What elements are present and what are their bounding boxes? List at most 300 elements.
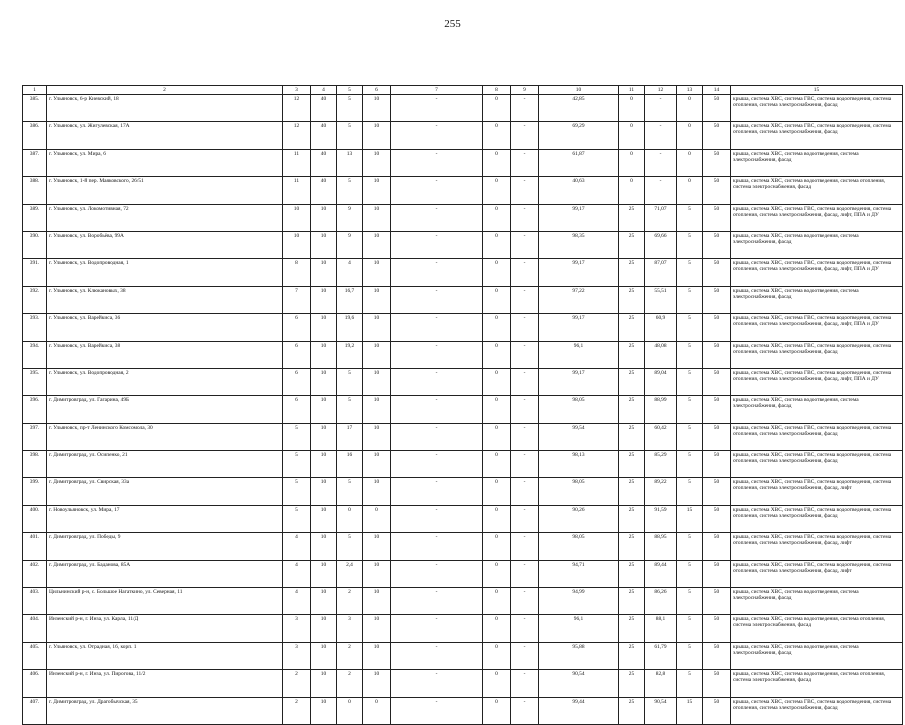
value-cell: 0	[677, 177, 703, 204]
value-cell: 10	[311, 423, 337, 450]
value-cell: 48,08	[645, 341, 677, 368]
value-cell: 50	[703, 368, 731, 395]
value-cell: 0	[483, 423, 511, 450]
address-cell: г. Димитровград, ул. Осипенко, 21	[47, 451, 283, 478]
value-cell: 10	[283, 204, 311, 231]
value-cell: 50	[703, 642, 731, 669]
value-cell: 10	[311, 259, 337, 286]
value-cell: 3	[283, 615, 311, 642]
value-cell: -	[511, 231, 539, 258]
value-cell: -	[391, 615, 483, 642]
table-row	[23, 478, 903, 505]
value-cell: 11	[283, 177, 311, 204]
table-row	[23, 615, 903, 642]
value-cell: 4	[337, 259, 363, 286]
row-number-cell: 405.	[23, 642, 47, 669]
value-cell: 98,05	[539, 396, 619, 423]
value-cell: 16,7	[337, 286, 363, 313]
value-cell: 99,44	[539, 697, 619, 724]
col-header: 3	[283, 86, 311, 95]
row-number-cell: 392.	[23, 286, 47, 313]
value-cell: -	[511, 341, 539, 368]
value-cell: 11	[283, 149, 311, 176]
value-cell: -	[511, 259, 539, 286]
value-cell: 10	[363, 451, 391, 478]
value-cell: -	[391, 314, 483, 341]
value-cell: 12	[283, 95, 311, 122]
row-number-cell: 397.	[23, 423, 47, 450]
value-cell: -	[391, 560, 483, 587]
address-cell: г. Новоульяновск, ул. Мира, 17	[47, 505, 283, 532]
table-row	[23, 505, 903, 532]
value-cell: 60,9	[645, 314, 677, 341]
value-cell: 50	[703, 95, 731, 122]
value-cell: 25	[619, 588, 645, 615]
works-cell: крыша, система ХВС, система водоотведения, система электроснабжения, фасад	[731, 231, 903, 258]
value-cell: 40	[311, 177, 337, 204]
value-cell: 88,95	[645, 533, 677, 560]
value-cell: 0	[483, 341, 511, 368]
value-cell: 0	[337, 505, 363, 532]
value-cell: 10	[363, 259, 391, 286]
value-cell: 25	[619, 615, 645, 642]
value-cell: 0	[483, 615, 511, 642]
value-cell: 10	[311, 560, 337, 587]
value-cell: 71,07	[645, 204, 677, 231]
value-cell: -	[391, 95, 483, 122]
value-cell: 4	[283, 560, 311, 587]
value-cell: 5	[677, 341, 703, 368]
table-row	[23, 259, 903, 286]
value-cell: 90,54	[645, 697, 677, 724]
value-cell: 5	[283, 451, 311, 478]
value-cell: 0	[619, 95, 645, 122]
address-cell: г. Ульяновск, 1-й пер. Маяковского, 26/51	[47, 177, 283, 204]
value-cell: 5	[677, 533, 703, 560]
value-cell: 2,4	[337, 560, 363, 587]
value-cell: 3	[283, 642, 311, 669]
value-cell: 25	[619, 396, 645, 423]
works-cell: крыша, система ХВС, система ГВС, система водоотведения, система отопления, система электроснабжения, фасад, лифт, ППА и ДУ	[731, 259, 903, 286]
value-cell: -	[511, 423, 539, 450]
page-number: 255	[444, 18, 461, 30]
address-cell: г. Ульяновск, ул. Варейкиса, 36	[47, 314, 283, 341]
value-cell: 10	[363, 533, 391, 560]
value-cell: 4	[283, 533, 311, 560]
works-cell: крыша, система ХВС, система ГВС, система водоотведения, система отопления, система электроснабжения, фасад	[731, 122, 903, 149]
table-row	[23, 341, 903, 368]
value-cell: 0	[483, 95, 511, 122]
value-cell: 5	[677, 642, 703, 669]
value-cell: 25	[619, 642, 645, 669]
value-cell: 0	[483, 177, 511, 204]
value-cell: 10	[363, 642, 391, 669]
address-cell: г. Ульяновск, ул. Мира, 6	[47, 149, 283, 176]
address-cell: г. Ульяновск, ул. Воробьёва, 99А	[47, 231, 283, 258]
value-cell: 99,17	[539, 204, 619, 231]
value-cell: 40	[311, 122, 337, 149]
value-cell: 99,54	[539, 423, 619, 450]
value-cell: 6	[283, 341, 311, 368]
value-cell: 0	[677, 122, 703, 149]
value-cell: 50	[703, 423, 731, 450]
value-cell: 50	[703, 396, 731, 423]
value-cell: -	[391, 505, 483, 532]
value-cell: 10	[311, 231, 337, 258]
value-cell: 0	[483, 396, 511, 423]
value-cell: 10	[363, 204, 391, 231]
row-number-cell: 404.	[23, 615, 47, 642]
value-cell: 50	[703, 122, 731, 149]
table-row	[23, 314, 903, 341]
table-row	[23, 286, 903, 313]
value-cell: 9	[337, 231, 363, 258]
col-header: 11	[619, 86, 645, 95]
table-row	[23, 423, 903, 450]
value-cell: 96,1	[539, 615, 619, 642]
table-row	[23, 122, 903, 149]
value-cell: 25	[619, 533, 645, 560]
value-cell: -	[391, 286, 483, 313]
value-cell: 0	[483, 670, 511, 697]
value-cell: 0	[619, 149, 645, 176]
value-cell: 10	[311, 396, 337, 423]
value-cell: 5	[337, 122, 363, 149]
value-cell: 82,8	[645, 670, 677, 697]
value-cell: 10	[363, 396, 391, 423]
works-cell: крыша, система ХВС, система водоотведения, система электроснабжения, фасад	[731, 588, 903, 615]
value-cell: 5	[283, 423, 311, 450]
value-cell: 88,1	[645, 615, 677, 642]
value-cell: 10	[363, 122, 391, 149]
value-cell: 5	[337, 396, 363, 423]
value-cell: 10	[363, 149, 391, 176]
value-cell: 9	[337, 204, 363, 231]
value-cell: 10	[311, 341, 337, 368]
value-cell: 50	[703, 588, 731, 615]
col-header: 12	[645, 86, 677, 95]
value-cell: 5	[677, 368, 703, 395]
value-cell: 0	[483, 259, 511, 286]
value-cell: 5	[677, 615, 703, 642]
value-cell: 25	[619, 451, 645, 478]
value-cell: -	[391, 588, 483, 615]
value-cell: -	[391, 204, 483, 231]
works-cell: крыша, система ХВС, система водоотведения, система электроснабжения, фасад	[731, 396, 903, 423]
value-cell: 19,6	[337, 314, 363, 341]
address-cell: г. Ульяновск, ул. Варейкиса, 38	[47, 341, 283, 368]
value-cell: 10	[283, 231, 311, 258]
works-cell: крыша, система ХВС, система ГВС, система водоотведения, система отопления, система электроснабжения, фасад	[731, 341, 903, 368]
value-cell: 50	[703, 451, 731, 478]
value-cell: 0	[483, 368, 511, 395]
col-header: 9	[511, 86, 539, 95]
value-cell: 94,71	[539, 560, 619, 587]
value-cell: 50	[703, 505, 731, 532]
value-cell: 50	[703, 341, 731, 368]
value-cell: -	[511, 560, 539, 587]
value-cell: -	[391, 341, 483, 368]
value-cell: 89,44	[645, 560, 677, 587]
value-cell: 89,22	[645, 478, 677, 505]
works-cell: крыша, система ХВС, система водоотведения, система электроснабжения, фасад	[731, 642, 903, 669]
value-cell: -	[391, 149, 483, 176]
value-cell: 5	[677, 478, 703, 505]
value-cell: 3	[337, 615, 363, 642]
value-cell: 99,17	[539, 368, 619, 395]
value-cell: 17	[337, 423, 363, 450]
value-cell: -	[511, 588, 539, 615]
address-cell: г. Ульяновск, 6-р Киевский, 18	[47, 95, 283, 122]
value-cell: 5	[677, 314, 703, 341]
works-cell: крыша, система ХВС, система водоотведения, система отопления, система электроснабжения, фасад	[731, 615, 903, 642]
address-cell: г. Ульяновск, ул. Локомотивная, 72	[47, 204, 283, 231]
value-cell: 0	[483, 231, 511, 258]
value-cell: 50	[703, 670, 731, 697]
value-cell: 10	[311, 451, 337, 478]
col-header: 6	[363, 86, 391, 95]
value-cell: 0	[363, 505, 391, 532]
value-cell: 40	[311, 95, 337, 122]
value-cell: 69,29	[539, 122, 619, 149]
value-cell: -	[511, 642, 539, 669]
col-header: 15	[731, 86, 903, 95]
value-cell: 99,17	[539, 259, 619, 286]
value-cell: 10	[363, 177, 391, 204]
value-cell: 25	[619, 560, 645, 587]
value-cell: 12	[283, 122, 311, 149]
address-cell: г. Димитровград, ул. Баданова, 85А	[47, 560, 283, 587]
value-cell: 10	[311, 642, 337, 669]
value-cell: 10	[311, 314, 337, 341]
value-cell: 5	[677, 451, 703, 478]
col-header: 7	[391, 86, 483, 95]
value-cell: 10	[363, 368, 391, 395]
value-cell: 10	[311, 533, 337, 560]
address-cell: г. Димитровград, ул. Драгобычская, 35	[47, 697, 283, 724]
value-cell: 5	[677, 396, 703, 423]
value-cell: 89,04	[645, 368, 677, 395]
row-number-cell: 406.	[23, 670, 47, 697]
value-cell: 0	[483, 478, 511, 505]
works-cell: крыша, система ХВС, система ГВС, система водоотведения, система отопления, система электроснабжения, фасад, лифт, ППА и ДУ	[731, 204, 903, 231]
value-cell: 10	[311, 478, 337, 505]
value-cell: 55,51	[645, 286, 677, 313]
value-cell: 0	[483, 149, 511, 176]
row-number-cell: 388.	[23, 177, 47, 204]
value-cell: -	[391, 177, 483, 204]
value-cell: -	[511, 615, 539, 642]
value-cell: -	[391, 670, 483, 697]
value-cell: 61,79	[645, 642, 677, 669]
value-cell: -	[645, 149, 677, 176]
value-cell: -	[391, 259, 483, 286]
table-row	[23, 177, 903, 204]
value-cell: 0	[483, 314, 511, 341]
value-cell: 90,54	[539, 670, 619, 697]
value-cell: 25	[619, 697, 645, 724]
value-cell: 6	[283, 368, 311, 395]
col-header: 4	[311, 86, 337, 95]
value-cell: -	[645, 95, 677, 122]
value-cell: 25	[619, 259, 645, 286]
value-cell: 2	[337, 642, 363, 669]
value-cell: 96,1	[539, 341, 619, 368]
value-cell: 10	[311, 286, 337, 313]
value-cell: -	[391, 122, 483, 149]
value-cell: 98,35	[539, 231, 619, 258]
row-number-cell: 396.	[23, 396, 47, 423]
value-cell: 50	[703, 286, 731, 313]
value-cell: 10	[363, 560, 391, 587]
works-cell: крыша, система ХВС, система ГВС, система водоотведения, система отопления, система электроснабжения, фасад, лифт	[731, 533, 903, 560]
table-row	[23, 451, 903, 478]
address-cell: Инзенский р-н, г. Инза, ул. Пирогова, 11/2	[47, 670, 283, 697]
table-row	[23, 533, 903, 560]
value-cell: 91,59	[645, 505, 677, 532]
address-cell: г. Ульяновск, ул. Отрадная, 16, корп. 1	[47, 642, 283, 669]
value-cell: 97,22	[539, 286, 619, 313]
value-cell: 69,66	[645, 231, 677, 258]
row-number-cell: 390.	[23, 231, 47, 258]
value-cell: -	[511, 396, 539, 423]
table-row	[23, 149, 903, 176]
value-cell: 5	[337, 177, 363, 204]
value-cell: 10	[363, 478, 391, 505]
table-row	[23, 231, 903, 258]
value-cell: 50	[703, 560, 731, 587]
value-cell: -	[511, 368, 539, 395]
value-cell: 50	[703, 478, 731, 505]
value-cell: 4	[283, 588, 311, 615]
value-cell: 25	[619, 231, 645, 258]
value-cell: 40	[311, 149, 337, 176]
value-cell: 10	[311, 588, 337, 615]
works-cell: крыша, система ХВС, система ГВС, система водоотведения, система отопления, система электроснабжения, фасад	[731, 423, 903, 450]
row-number-cell: 393.	[23, 314, 47, 341]
value-cell: 5	[283, 478, 311, 505]
col-header: 5	[337, 86, 363, 95]
value-cell: -	[645, 177, 677, 204]
value-cell: -	[511, 122, 539, 149]
value-cell: 10	[311, 368, 337, 395]
value-cell: -	[391, 396, 483, 423]
value-cell: -	[511, 204, 539, 231]
col-header: 14	[703, 86, 731, 95]
works-cell: крыша, система ХВС, система ГВС, система водоотведения, система отопления, система электроснабжения, фасад, лифт, ППА и ДУ	[731, 368, 903, 395]
row-number-cell: 407.	[23, 697, 47, 724]
table-body	[23, 95, 903, 725]
row-number-cell: 400.	[23, 505, 47, 532]
value-cell: 10	[311, 204, 337, 231]
address-cell: г. Ульяновск, ул. Жигулевская, 17А	[47, 122, 283, 149]
value-cell: -	[391, 478, 483, 505]
value-cell: 98,13	[539, 451, 619, 478]
value-cell: 61,87	[539, 149, 619, 176]
value-cell: 2	[283, 670, 311, 697]
value-cell: 2	[337, 670, 363, 697]
value-cell: 88,99	[645, 396, 677, 423]
value-cell: 10	[311, 697, 337, 724]
value-cell: 10	[311, 615, 337, 642]
value-cell: 60,42	[645, 423, 677, 450]
value-cell: -	[511, 177, 539, 204]
value-cell: 50	[703, 204, 731, 231]
value-cell: 5	[677, 259, 703, 286]
value-cell: 94,99	[539, 588, 619, 615]
value-cell: 0	[483, 505, 511, 532]
value-cell: 13	[337, 149, 363, 176]
value-cell: 5	[337, 95, 363, 122]
value-cell: 0	[619, 122, 645, 149]
value-cell: 0	[483, 560, 511, 587]
value-cell: -	[511, 478, 539, 505]
value-cell: 10	[363, 341, 391, 368]
value-cell: 50	[703, 533, 731, 560]
value-cell: 25	[619, 670, 645, 697]
row-number-cell: 402.	[23, 560, 47, 587]
value-cell: 5	[677, 588, 703, 615]
value-cell: 5	[283, 505, 311, 532]
value-cell: 10	[311, 505, 337, 532]
value-cell: 15	[677, 697, 703, 724]
value-cell: 98,05	[539, 478, 619, 505]
value-cell: 0	[337, 697, 363, 724]
value-cell: 50	[703, 615, 731, 642]
address-cell: Цильнинский р-н, с. Большое Нагаткино, ул. Северная, 11	[47, 588, 283, 615]
value-cell: 10	[363, 231, 391, 258]
value-cell: -	[391, 231, 483, 258]
value-cell: 50	[703, 314, 731, 341]
address-cell: Инзенский р-н, г. Инза, ул. Карла, 11/Д	[47, 615, 283, 642]
value-cell: -	[511, 451, 539, 478]
value-cell: 50	[703, 149, 731, 176]
value-cell: 25	[619, 478, 645, 505]
row-number-cell: 399.	[23, 478, 47, 505]
value-cell: 25	[619, 423, 645, 450]
value-cell: 0	[677, 149, 703, 176]
address-cell: г. Димитровград, ул. Свирская, 33а	[47, 478, 283, 505]
value-cell: 16	[337, 451, 363, 478]
value-cell: 2	[283, 697, 311, 724]
value-cell: 5	[677, 204, 703, 231]
value-cell: 5	[337, 368, 363, 395]
value-cell: -	[511, 95, 539, 122]
table-row	[23, 588, 903, 615]
table-row	[23, 560, 903, 587]
value-cell: 0	[483, 588, 511, 615]
value-cell: 10	[311, 670, 337, 697]
value-cell: 19,2	[337, 341, 363, 368]
value-cell: 98,05	[539, 533, 619, 560]
value-cell: -	[391, 697, 483, 724]
value-cell: 6	[283, 396, 311, 423]
value-cell: 8	[283, 259, 311, 286]
table-row	[23, 642, 903, 669]
works-cell: крыша, система ХВС, система водоотведения, система электроснабжения, фасад	[731, 149, 903, 176]
value-cell: -	[391, 451, 483, 478]
col-header: 1	[23, 86, 47, 95]
col-header: 10	[539, 86, 619, 95]
value-cell: 0	[677, 95, 703, 122]
value-cell: 99,17	[539, 314, 619, 341]
row-number-cell: 389.	[23, 204, 47, 231]
table-row	[23, 396, 903, 423]
value-cell: 0	[483, 697, 511, 724]
value-cell: 15	[677, 505, 703, 532]
value-cell: -	[511, 286, 539, 313]
works-cell: крыша, система ХВС, система ГВС, система водоотведения, система отопления, система электроснабжения, фасад	[731, 451, 903, 478]
